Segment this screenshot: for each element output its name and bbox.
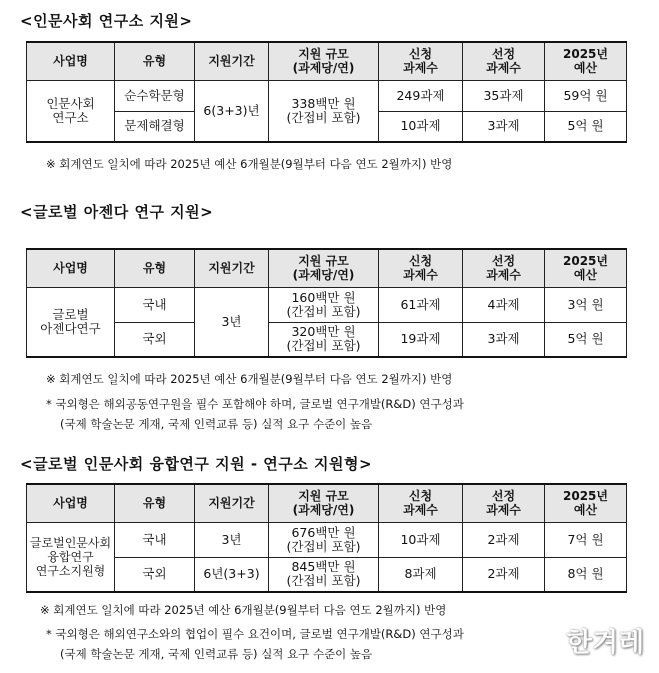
- footnote: ※ 회계연도 일치에 따라 2025년 예산 6개월분(9월부터 다음 연도 2월까지) 반영: [46, 372, 453, 386]
- header-scale: 지원 규모 (과제당/연): [269, 249, 379, 287]
- period-cell: 3년: [195, 522, 269, 557]
- applied-cell: 10과제: [379, 522, 463, 557]
- header-selected: 선정 과제수: [463, 249, 545, 287]
- header-selected: 선정 과제수: [463, 42, 545, 80]
- footnote: * 국외형은 해외연구소와의 협업이 필수 요건이며, 글로벌 연구개발(R&D) 연구성과: [46, 627, 464, 641]
- header-scale: 지원 규모 (과제당/연): [269, 484, 379, 522]
- scale-cell: 676백만 원 (간접비 포함): [269, 522, 379, 557]
- period-cell: 6(3+3)년: [195, 80, 269, 142]
- section-title: <글로벌 인문사회 융합연구 지원 - 연구소 지원형>: [20, 455, 373, 473]
- applied-cell: 8과제: [379, 557, 463, 592]
- footnote: ※ 회계연도 일치에 따라 2025년 예산 6개월분(9월부터 다음 연도 2월까지) 반영: [40, 603, 447, 617]
- applied-cell: 10과제: [379, 111, 463, 142]
- header-budget: 2025년 예산: [545, 249, 627, 287]
- selected-cell: 2과제: [463, 557, 545, 592]
- support-table: [26, 248, 627, 358]
- header-name: 사업명: [27, 249, 115, 287]
- table-row: [27, 287, 627, 322]
- applied-cell: 19과제: [379, 322, 463, 357]
- header-period: 지원기간: [195, 484, 269, 522]
- type-cell: 문제해결형: [115, 111, 195, 142]
- selected-cell: 3과제: [463, 111, 545, 142]
- header-applied: 신청 과제수: [379, 249, 463, 287]
- budget-cell: 5억 원: [545, 111, 627, 142]
- table-row: [27, 522, 627, 557]
- budget-cell: 5억 원: [545, 322, 627, 357]
- type-cell: 국내: [115, 287, 195, 322]
- section-title: <글로벌 아젠다 연구 지원>: [20, 203, 214, 221]
- scale-cell: 320백만 원 (간접비 포함): [269, 322, 379, 357]
- table-header-row: [27, 484, 627, 522]
- table-header-row: [27, 42, 627, 80]
- header-budget: 2025년 예산: [545, 484, 627, 522]
- scale-cell: 845백만 원 (간접비 포함): [269, 557, 379, 592]
- header-applied: 신청 과제수: [379, 484, 463, 522]
- period-cell: 3년: [195, 287, 269, 357]
- scale-cell: 160백만 원 (간접비 포함): [269, 287, 379, 322]
- support-table: [26, 41, 627, 143]
- header-budget: 2025년 예산: [545, 42, 627, 80]
- table-row: [27, 80, 627, 111]
- type-cell: 국내: [115, 522, 195, 557]
- type-cell: 순수학문형: [115, 80, 195, 111]
- scale-cell: 338백만 원 (간접비 포함): [269, 80, 379, 142]
- header-type: 유형: [115, 249, 195, 287]
- table-row: [27, 557, 627, 592]
- header-period: 지원기간: [195, 249, 269, 287]
- footnote: (국제 학술논문 게재, 국제 인력교류 등) 실적 요구 수준이 높음: [60, 647, 373, 661]
- header-period: 지원기간: [195, 42, 269, 80]
- header-type: 유형: [115, 484, 195, 522]
- period-cell: 6년(3+3): [195, 557, 269, 592]
- footnote: (국제 학술논문 게재, 국제 인력교류 등) 실적 요구 수준이 높음: [60, 417, 373, 431]
- support-table: [26, 483, 627, 593]
- selected-cell: 4과제: [463, 287, 545, 322]
- program-name: 인문사회 연구소: [27, 80, 115, 142]
- footnote: * 국외형은 해외공동연구원을 필수 포함해야 하며, 글로벌 연구개발(R&D) 연구성과: [46, 397, 464, 411]
- header-applied: 신청 과제수: [379, 42, 463, 80]
- selected-cell: 2과제: [463, 522, 545, 557]
- header-name: 사업명: [27, 484, 115, 522]
- header-type: 유형: [115, 42, 195, 80]
- watermark-logo: 한겨레: [566, 628, 645, 658]
- applied-cell: 249과제: [379, 80, 463, 111]
- table-row: [27, 322, 627, 357]
- section-title: <인문사회 연구소 지원>: [20, 12, 193, 30]
- selected-cell: 3과제: [463, 322, 545, 357]
- table-header-row: [27, 249, 627, 287]
- budget-cell: 7억 원: [545, 522, 627, 557]
- header-scale: 지원 규모 (과제당/연): [269, 42, 379, 80]
- budget-cell: 8억 원: [545, 557, 627, 592]
- header-name: 사업명: [27, 42, 115, 80]
- type-cell: 국외: [115, 557, 195, 592]
- type-cell: 국외: [115, 322, 195, 357]
- program-name: 글로벌 아젠다연구: [27, 287, 115, 357]
- program-name: 글로벌인문사회 융합연구 연구소지원형: [27, 522, 115, 592]
- applied-cell: 61과제: [379, 287, 463, 322]
- footnote: ※ 회계연도 일치에 따라 2025년 예산 6개월분(9월부터 다음 연도 2월까지) 반영: [46, 157, 453, 171]
- budget-cell: 59억 원: [545, 80, 627, 111]
- selected-cell: 35과제: [463, 80, 545, 111]
- header-selected: 선정 과제수: [463, 484, 545, 522]
- budget-cell: 3억 원: [545, 287, 627, 322]
